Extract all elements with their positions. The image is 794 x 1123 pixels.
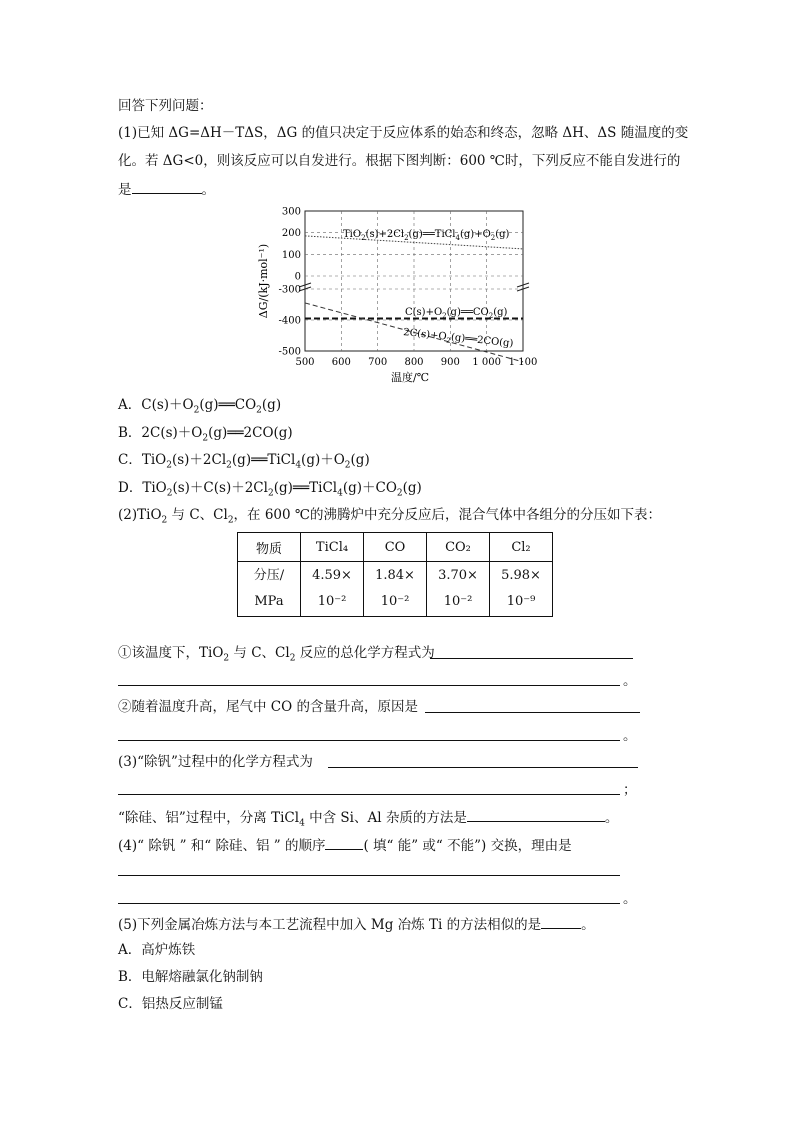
q3-blank-3[interactable] <box>467 807 605 822</box>
x-tick-labels <box>295 357 537 368</box>
q1-option-c[interactable]: C．$TiO_2(s)+2Cl_2(g)══TiCl_4(g)+O_2(g)$ <box>118 452 370 471</box>
y-tick-label: -400 <box>278 315 301 327</box>
q4-blank-3[interactable] <box>118 903 620 904</box>
q5-option-a[interactable]: A．高炉炼铁 <box>118 942 196 958</box>
q5-option-c[interactable]: C．铝热反应制锰 <box>118 996 223 1012</box>
y-tick-labels <box>279 207 301 358</box>
y-tick-label: 0 <box>294 271 301 283</box>
q4-blank-2[interactable] <box>118 875 620 876</box>
table-row: 分压/ MPa 4.59× 10⁻² 1.84× 10⁻² 3.70× 10⁻² 5.98× 10⁻⁹ <box>238 562 553 617</box>
q3-blank-1[interactable] <box>328 767 638 768</box>
x-axis-label: 温度/℃ <box>390 371 430 384</box>
q3-line-1: (3)“除钒”过程中的化学方程式为 <box>118 754 313 770</box>
y-tick-label: -300 <box>278 284 301 296</box>
partial-pressure-table <box>237 532 553 617</box>
x-tick-label: 1 000 <box>472 357 501 368</box>
q2-sub1: ①该温度下，TiO$_2$ 与 C、$Cl_2$ 反应的总化学方程式为 <box>118 645 435 664</box>
q1-stem-line-1: (1)已知 ΔG=ΔH－TΔS，ΔG 的值只决定于反应体系的始态和终态，忽略 ΔH、ΔS 随温度的变 <box>118 125 689 141</box>
q2-sub1-blank-2[interactable] <box>118 685 620 686</box>
series-label-tio2: $TiO_2(s)+2Cl_2(g)══TiCl_4(g)+O_2(g)$ <box>343 229 510 242</box>
q5-option-b[interactable]: B．电解熔融氯化钠制钠 <box>118 969 263 985</box>
q4-line-3-end: 。 <box>623 891 637 907</box>
x-tick-label: 1 100 <box>508 357 538 368</box>
series-label-co: $2C(s)+O_2(g)══2CO(g)$ <box>402 327 514 350</box>
table-header-row: 物质 TiCl₄ CO CO₂ Cl₂ <box>238 533 553 562</box>
q4-answer-blank[interactable] <box>325 835 363 850</box>
q3-line-3: “除硅、铝”过程中，分离 TiCl$_4$ 中含 Si、Al 杂质的方法是 。 <box>118 807 618 833</box>
q2-sub1-end: 。 <box>623 673 637 689</box>
q3-line-2-end: ； <box>623 782 637 798</box>
q1-option-b[interactable]: B．$2C(s)+O_2(g)══2CO(g)$ <box>118 425 293 444</box>
x-tick-label: 600 <box>331 357 351 368</box>
x-tick-label: 500 <box>295 357 315 368</box>
q1-option-d[interactable]: D．$TiO_2(s)+C(s)+2Cl_2(g)══TiCl_4(g)+CO_2(g)$ <box>118 480 422 499</box>
y-tick-label: 200 <box>281 228 301 240</box>
q4-line-1: (4)“ 除钒 ” 和“ 除硅、铝 ” 的顺序 ( 填“ 能” 或“ 不能”) 交换，理由是 <box>118 835 572 855</box>
y-tick-label: 100 <box>281 249 301 261</box>
q5-stem: (5)下列金属冶炼方法与本工艺流程中加入 Mg 冶炼 Ti 的方法相似的是 。 <box>118 914 595 934</box>
q1-answer-blank[interactable] <box>132 179 202 194</box>
q2-stem: (2)TiO$_2$ 与 C、$Cl_2$，在 600 ℃的沸腾炉中充分反应后，混合气体中各组分的分压如下表： <box>118 507 661 526</box>
q2-sub2: ②随着温度升高，尾气中 CO 的含量升高，原因是 <box>118 699 418 715</box>
q2-sub1-blank-1[interactable] <box>430 658 633 659</box>
y-tick-label: 300 <box>281 206 301 218</box>
q1-stem-line-2: 化。若 ΔG<0，则该反应可以自发进行。根据下图判断：600 ℃时，下列反应不能自发进行的 <box>118 153 681 169</box>
q1-option-a[interactable]: A．$C(s)+O_2(g)══CO_2(g)$ <box>118 397 282 416</box>
x-tick-label: 800 <box>404 357 424 368</box>
q1-stem-line-3: 是 。 <box>118 179 215 199</box>
q2-sub2-blank-1[interactable] <box>425 712 640 713</box>
delta-g-temperature-chart <box>255 203 545 388</box>
x-tick-label: 900 <box>440 357 460 368</box>
intro-text: 回答下列问题： <box>118 98 213 114</box>
y-axis-label: ΔG/(kJ·mol⁻¹) <box>257 243 270 319</box>
q2-sub2-end: 。 <box>623 728 637 744</box>
y-tick-label: -500 <box>278 346 301 358</box>
q3-blank-2[interactable] <box>118 794 620 795</box>
series-label-co2: $C(s)+O_2(g)══CO_2(g)$ <box>405 307 508 320</box>
q2-sub2-blank-2[interactable] <box>118 740 620 741</box>
x-tick-label: 700 <box>368 357 388 368</box>
q5-answer-blank[interactable] <box>541 914 581 929</box>
